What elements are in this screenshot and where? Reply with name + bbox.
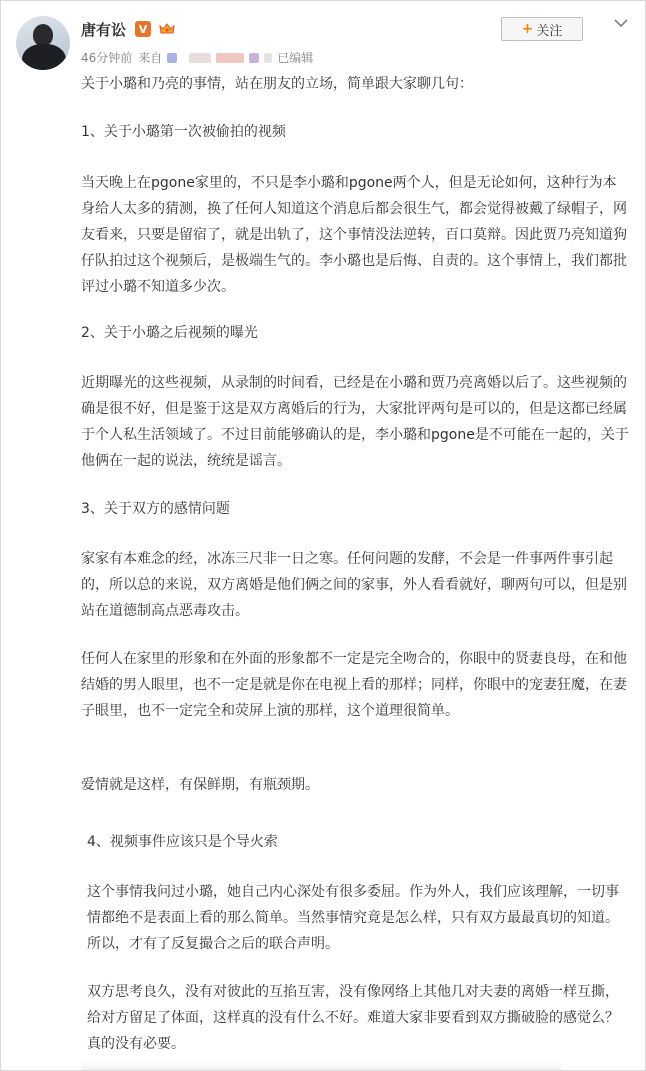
avatar-body bbox=[22, 44, 66, 70]
paragraph: 当天晚上在pgone家里的，不只是李小璐和pgone两个人，但是无论如何，这种行为本身给人太多的猜测，换了任何人知道这个消息后都会很生气，都会觉得被戴了绿帽子，网友看来，只要是留宿了，就是出轨了，这个事情没法逆转，百口莫辩。因此贾乃亮知道狗仔队拍过这个视频后，是极端生气的。李小璐也是后悔、自责的。这个事情上，我们都批评过小璐不知道多少次。 bbox=[81, 175, 627, 295]
paragraph: 双方思考良久，没有对彼此的互掐互害，没有像网络上其他几对夫妻的离婚一样互撕，给对方留足了体面，这样真的没有什么不好。难道大家非要看到双方撕破脸的感觉么？真的没有必要。 bbox=[87, 984, 619, 1052]
post-meta bbox=[81, 49, 313, 66]
section-heading-4: 4、视频事件应该只是个导火索 bbox=[87, 834, 278, 850]
blurred-source-block bbox=[264, 53, 272, 63]
edited-label[interactable]: 已编辑 bbox=[277, 51, 314, 65]
paragraph: 任何人在家里的形象和在外面的形象都不一定是完全吻合的，你眼中的贤妻良母，在和他结婚的男人眼里，也不一定是就是你在电视上看的那样；同样，你眼中的宠妻狂魔，在妻子眼里，也不一定完全和荧屏上演的那样，这个道理很简单。 bbox=[81, 651, 627, 719]
avatar-head bbox=[33, 24, 53, 46]
source-prefix: 来自 bbox=[138, 51, 163, 65]
vip-crown-icon bbox=[158, 21, 176, 37]
paragraph: 这个事情我问过小璐，她自己内心深处有很多委屈。作为外人，我们应该理解，一切事情都绝不是表面上看的那么简单。当然事情究竟是怎么样，只有双方最最真切的知道。所以，才有了反复撮合之后的联合声明。 bbox=[87, 884, 619, 952]
blurred-source-block bbox=[189, 53, 211, 63]
paragraph-intro: 关于小璐和乃亮的事情，站在朋友的立场，简单跟大家聊几句： bbox=[81, 76, 473, 92]
section-heading-3: 3、关于双方的感情问题 bbox=[81, 501, 230, 517]
blurred-source-block bbox=[167, 53, 177, 63]
name-row bbox=[81, 19, 176, 39]
bottom-shadow bbox=[81, 1061, 561, 1071]
post-time[interactable]: 46分钟前 bbox=[81, 51, 133, 65]
section-heading-1: 1、关于小璐第一次被偷拍的视频 bbox=[81, 124, 286, 140]
vip-crown-svg bbox=[158, 21, 176, 37]
follow-button[interactable] bbox=[501, 17, 583, 41]
paragraph: 爱情就是这样，有保鲜期，有瓶颈期。 bbox=[81, 777, 319, 793]
blurred-source-block bbox=[216, 53, 244, 63]
username[interactable]: 唐有讼 bbox=[81, 20, 127, 39]
paragraph: 家家有本难念的经，冰冻三尺非一日之寒。任何问题的发酵，不会是一件事两件事引起的，所以总的来说，双方离婚是他们俩之间的家事，外人看看就好，聊两句可以，但是别站在道德制高点恶毒攻击。 bbox=[81, 551, 627, 619]
plus-icon: + bbox=[521, 21, 534, 37]
section-heading-2: 2、关于小璐之后视频的曝光 bbox=[81, 325, 258, 341]
verified-badge-icon: V bbox=[135, 21, 151, 37]
follow-label: 关注 bbox=[536, 23, 563, 39]
avatar[interactable] bbox=[16, 16, 70, 70]
blurred-source-block bbox=[249, 53, 259, 63]
paragraph: 近期曝光的这些视频，从录制的时间看，已经是在小璐和贾乃亮离婚以后了。这些视频的确是很不好，但是鉴于这是双方离婚后的行为，大家批评两句是可以的，但是这都已经属于个人私生活领域了。不过目前能够确认的是，李小璐和pgone是不可能在一起的，关于他俩在一起的说法，统统是谣言。 bbox=[81, 375, 629, 469]
chevron-down-icon[interactable] bbox=[613, 15, 629, 31]
chevron-svg bbox=[614, 18, 628, 28]
